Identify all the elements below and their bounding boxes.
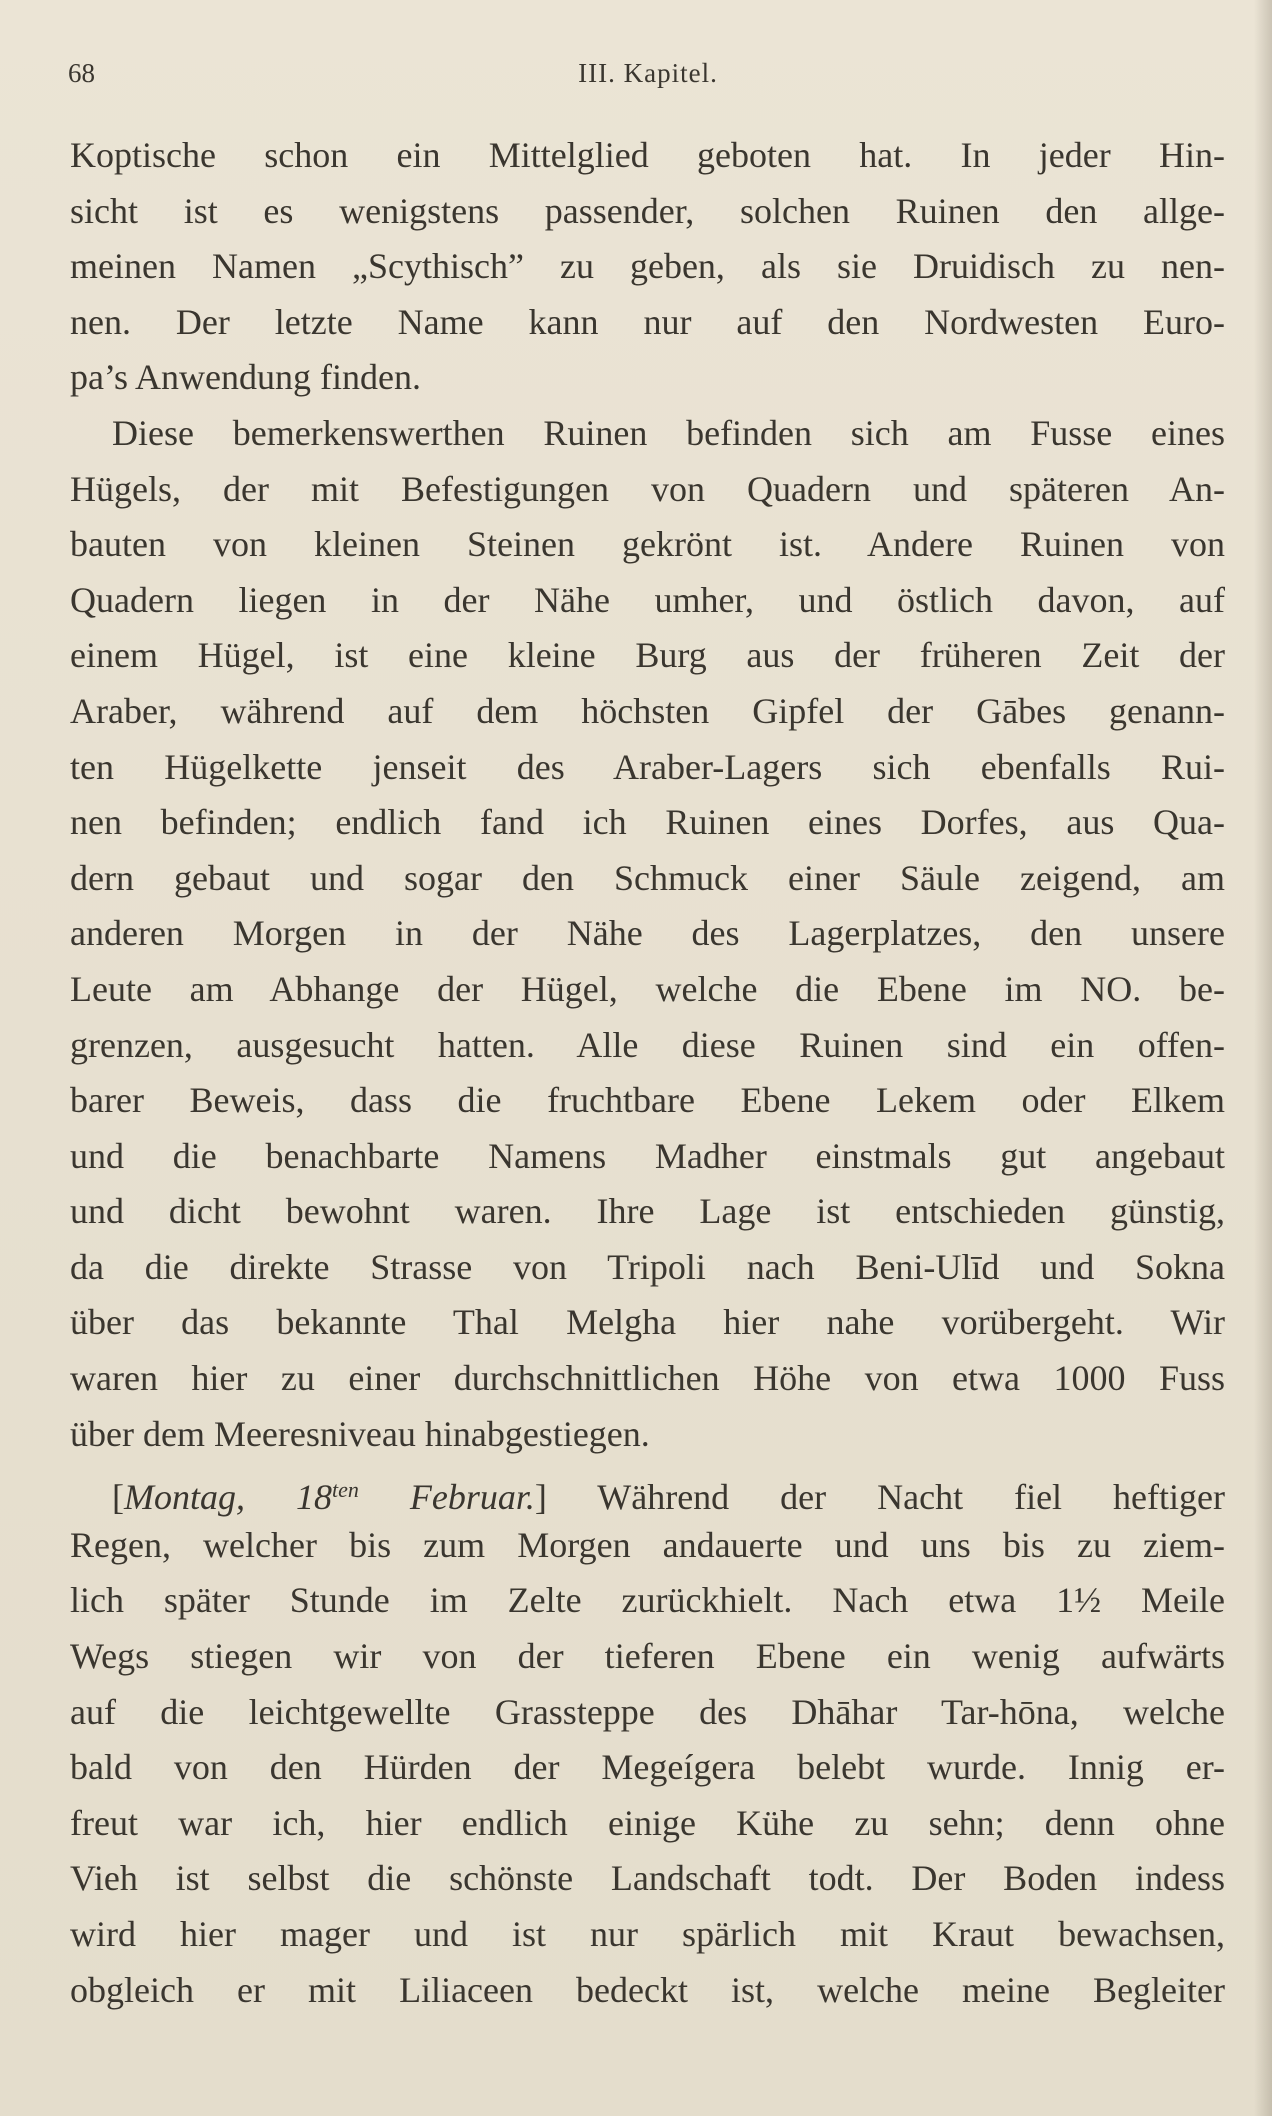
text-line: waren hier zu einer durchschnittlichen Höhe von etwa 1000 Fuss <box>70 1358 1225 1399</box>
text-line: Leute am Abhange der Hügel, welche die Ebene im NO. be- <box>70 968 1225 1009</box>
text-line: anderen Morgen in der Nähe des Lagerplatzes, den unsere <box>70 913 1225 954</box>
text-line: wird hier mager und ist nur spärlich mit Kraut bewachsen, <box>70 1914 1225 1954</box>
text-line: sicht ist es wenigstens passender, solchen Ruinen den allge- <box>70 190 1225 231</box>
text-line: nen. Der letzte Name kann nur auf den Nordwesten Euro- <box>70 301 1225 342</box>
page-edge-shadow <box>1254 0 1272 2116</box>
text-line: grenzen, ausgesucht hatten. Alle diese Ruinen sind ein offen- <box>70 1024 1225 1065</box>
date-day-suffix: ten <box>332 1477 359 1503</box>
text-line: und dicht bewohnt waren. Ihre Lage ist entschieden günstig, <box>70 1191 1225 1232</box>
text-line: Quadern liegen in der Nähe umher, und östlich davon, auf <box>70 579 1225 620</box>
body-text <box>70 128 1225 2018</box>
date-bracket-open: [ <box>112 1477 124 1518</box>
text-line: bald von den Hürden der Megeígera belebt wurde. Innig er- <box>70 1747 1225 1788</box>
paragraph-1 <box>70 128 1225 406</box>
text-line: Araber, während auf dem höchsten Gipfel der Gābes genann- <box>70 690 1225 731</box>
date-day: 18 <box>296 1477 332 1518</box>
text-line: Hügels, der mit Befestigungen von Quadern und späteren An- <box>70 468 1225 509</box>
date-bracket-close: ] <box>534 1477 547 1518</box>
text-line: Regen, welcher bis zum Morgen andauerte und uns bis zu ziem- <box>70 1524 1225 1565</box>
text-line: obgleich er mit Liliaceen bedeckt ist, welche meine Begleiter <box>70 1969 1225 2010</box>
text-line: auf die leichtgewellte Grassteppe des Dhāhar Tar-hōna, welche <box>70 1691 1225 1732</box>
text-line: meinen Namen „Scythisch” zu geben, als sie Druidisch zu nen- <box>70 246 1225 287</box>
date-month: Februar. <box>409 1477 535 1518</box>
first-line-text: Während der Nacht fiel heftiger <box>597 1477 1225 1518</box>
text-line: bauten von kleinen Steinen gekrönt ist. Andere Ruinen von <box>70 524 1225 565</box>
text-line: und die benachbarte Namens Madher einstmals gut angebaut <box>70 1135 1225 1176</box>
text-line: Diese bemerkenswerthen Ruinen befinden sich am Fusse eines <box>112 412 1225 453</box>
text-line: einem Hügel, ist eine kleine Burg aus der früheren Zeit der <box>70 635 1225 676</box>
text-line: freut war ich, hier endlich einige Kühe zu sehn; denn ohne <box>70 1802 1225 1843</box>
text-line: Vieh ist selbst die schönste Landschaft todt. Der Boden indess <box>70 1858 1225 1899</box>
paragraph-3 <box>70 1462 1225 2018</box>
text-line: Wegs stiegen wir von der tieferen Ebene ein wenig aufwärts <box>70 1636 1225 1677</box>
text-line: Koptische schon ein Mittelglied geboten hat. In jeder Hin- <box>70 135 1225 175</box>
text-line: da die direkte Strasse von Tripoli nach Beni-Ulīd und Sokna <box>70 1246 1225 1287</box>
text-line: dern gebaut und sogar den Schmuck einer Säule zeigend, am <box>70 857 1225 898</box>
text-line: nen befinden; endlich fand ich Ruinen eines Dorfes, aus Qua- <box>70 802 1225 843</box>
text-line: über das bekannte Thal Melgha hier nahe vorübergeht. Wir <box>70 1302 1225 1343</box>
text-line: ten Hügelkette jenseit des Araber-Lagers sich ebenfalls Rui- <box>70 746 1225 787</box>
text-line-dated <box>70 1462 1225 1518</box>
text-line: über dem Meeresniveau hinabgestiegen. <box>70 1413 650 1454</box>
date-weekday: Montag, <box>124 1477 245 1518</box>
text-line: lich später Stunde im Zelte zurückhielt. Nach etwa 1½ Meile <box>70 1580 1225 1621</box>
paragraph-2 <box>70 406 1225 1462</box>
text-line: barer Beweis, dass die fruchtbare Ebene Lekem oder Elkem <box>70 1080 1225 1121</box>
page-number: 68 <box>68 58 95 88</box>
running-title: III. Kapitel. <box>578 58 718 88</box>
text-line: pa’s Anwendung finden. <box>70 357 421 398</box>
page-header <box>68 58 1228 98</box>
